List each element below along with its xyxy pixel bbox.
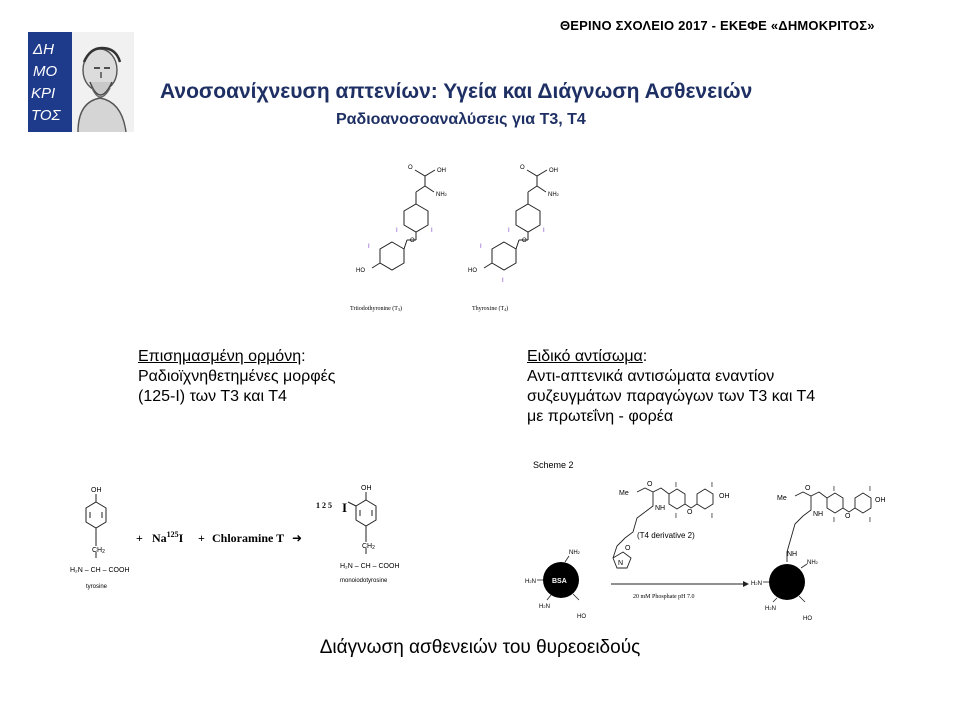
logo-letters-4: ΤΟΣ: [31, 107, 61, 124]
bsa-label: BSA: [552, 578, 567, 585]
plus-sign-2: +: [198, 531, 205, 545]
conjugate-i-3: I: [833, 517, 835, 524]
conjugate-i-4: I: [869, 517, 871, 524]
t4-nh2-label: NH2: [548, 192, 559, 198]
monoiodotyrosine-label: monoiodotyrosine: [340, 578, 388, 584]
monoiodotyrosine-oh: OH: [361, 485, 372, 492]
page-title: Ανοσοανίχνευση απτενίων: Υγεία και Διάγνωση Ασθενειών: [160, 80, 753, 103]
bsa-left-h2n-side: H2N: [525, 579, 536, 585]
reaction-arrow: ➜: [292, 531, 303, 545]
page-subtitle: Ραδιοανοσοαναλύσεις για Τ3, Τ4: [336, 111, 586, 128]
conjugate-nh-linker: NH: [787, 551, 798, 558]
labeled-hormone-heading: Επισημασμένη ορμόνη:: [138, 348, 306, 365]
t3-o-bridge: O: [410, 238, 415, 244]
t4-bsa-conjugate-structure: [787, 492, 871, 562]
conjugate-oh: OH: [875, 497, 886, 504]
specific-antibody-heading: Ειδικό αντίσωμα:: [527, 348, 648, 365]
t4-o-bridge: O: [522, 238, 527, 244]
t3-i-left: I: [396, 228, 398, 234]
t3-i-right: I: [431, 228, 433, 234]
t4-caption: Thyroxine (T4): [472, 306, 509, 312]
monoiodotyrosine-amino: H₂N – CH – COOH: [340, 563, 400, 570]
t3-ho-label: HO: [356, 268, 365, 274]
t3-o-label: O: [408, 165, 413, 171]
t4-derivative-caption: (T4 derivative 2): [637, 531, 695, 540]
conjugate-i-1: I: [833, 486, 835, 493]
iodination-reaction-figure: [60, 480, 440, 600]
t4-i-left: I: [508, 228, 510, 234]
t4-i-lower: I: [480, 244, 482, 250]
specific-antibody-line-1: Αντι-απτενικά αντισώματα εναντίον: [527, 368, 775, 385]
t4-derivative-i-1: I: [675, 482, 677, 489]
t4-derivative-me: Me: [619, 490, 629, 497]
t4-o-label: O: [520, 165, 525, 171]
bsa-left-ho: HO: [577, 614, 586, 620]
specific-antibody-line-3: με πρωτεΐνη - φορέα: [527, 408, 674, 425]
t3-nh2-label: NH2: [436, 192, 447, 198]
monoiodotyrosine-ch2: CH2: [362, 543, 375, 551]
conjugate-o: O: [805, 485, 811, 492]
t3-oh-label: OH: [437, 168, 446, 174]
logo-letters-3: ΚΡΙ: [31, 85, 56, 102]
conjugate-me: Me: [777, 495, 787, 502]
democritos-logo: [28, 32, 134, 132]
t3-caption: Triiodothyronine (T3): [350, 306, 402, 312]
t3-structure: [372, 170, 435, 270]
scheme-2-conjugation-figure: [525, 458, 895, 626]
t4-derivative-nh: NH: [655, 505, 666, 512]
bsa-protein-right: [769, 564, 805, 600]
t4-i-bottom: I: [502, 278, 504, 284]
t4-derivative-i-2: I: [711, 482, 713, 489]
conjugate-nh-top: NH: [813, 511, 824, 518]
t4-i-right: I: [543, 228, 545, 234]
t4-derivative-o-bridge: O: [687, 509, 693, 516]
logo-letters-2: ΜΟ: [33, 63, 58, 80]
bsa-right-ho: HO: [803, 616, 812, 622]
footer-caption: Διάγνωση ασθενειών του θυρεοειδούς: [319, 637, 641, 658]
specific-antibody-line-2: συζευγμάτων παραγώγων των Τ3 και Τ4: [527, 388, 816, 405]
scheme-2-arrowhead: [743, 581, 749, 587]
t3-i-lower: I: [368, 244, 370, 250]
top-banner: ΘΕΡΙΝΟ ΣΧΟΛΕΙΟ 2017 - ΕΚΕΦΕ «ΔΗΜΟΚΡΙΤΟΣ»: [560, 18, 875, 33]
tyrosine-ch2: CH2: [92, 547, 105, 555]
t4-oh-label: OH: [549, 168, 558, 174]
bsa-right-h2n-side: H2N: [751, 581, 762, 587]
bsa-left-h2n-bottom: H2N: [539, 604, 550, 610]
sodium-iodide: Na$^{125}$I: [152, 530, 184, 545]
bsa-left-nh2-top: NH2: [569, 550, 580, 556]
reaction-conditions: 20 mM Phosphate pH 7.0: [633, 594, 695, 600]
t4-derivative-o: O: [647, 481, 653, 488]
scheme-2-label: Scheme 2: [533, 460, 574, 470]
bsa-right-nh2-top: NH2: [807, 560, 818, 566]
labeled-hormone-line-2: (125-I) των Τ3 και Τ4: [138, 388, 287, 405]
labeled-hormone-block: [138, 347, 335, 407]
t4-derivative-o-2: O: [625, 545, 631, 552]
t4-derivative-n: N: [618, 560, 624, 567]
plus-sign-1: +: [136, 531, 143, 545]
iodine-label: I: [342, 500, 348, 515]
t4-derivative-i-4: I: [711, 513, 713, 520]
chloramine-t: Chloramine T: [212, 531, 285, 545]
logo-letters-1: ΔΗ: [33, 41, 54, 58]
t4-ho-label: HO: [468, 268, 477, 274]
t4-derivative-structure: [613, 488, 713, 568]
t4-structure: [484, 170, 547, 270]
conjugate-o-bridge: O: [845, 513, 851, 520]
t4-derivative-oh: OH: [719, 493, 730, 500]
t3-t4-structures-figure: [350, 160, 590, 320]
bsa-right-h2n-bottom: H2N: [765, 606, 776, 612]
conjugate-i-2: I: [869, 486, 871, 493]
specific-antibody-block: [527, 347, 815, 427]
labeled-hormone-line-1: Ραδιοϊχνηθετημένες μορφές: [138, 368, 336, 385]
t4-derivative-i-3: I: [675, 513, 677, 520]
tyrosine-label: tyrosine: [86, 584, 108, 590]
iodine-isotope-label: 1 2 5: [316, 501, 332, 510]
tyrosine-amino: H₂N – CH – COOH: [70, 567, 130, 574]
tyrosine-oh: OH: [91, 487, 102, 494]
